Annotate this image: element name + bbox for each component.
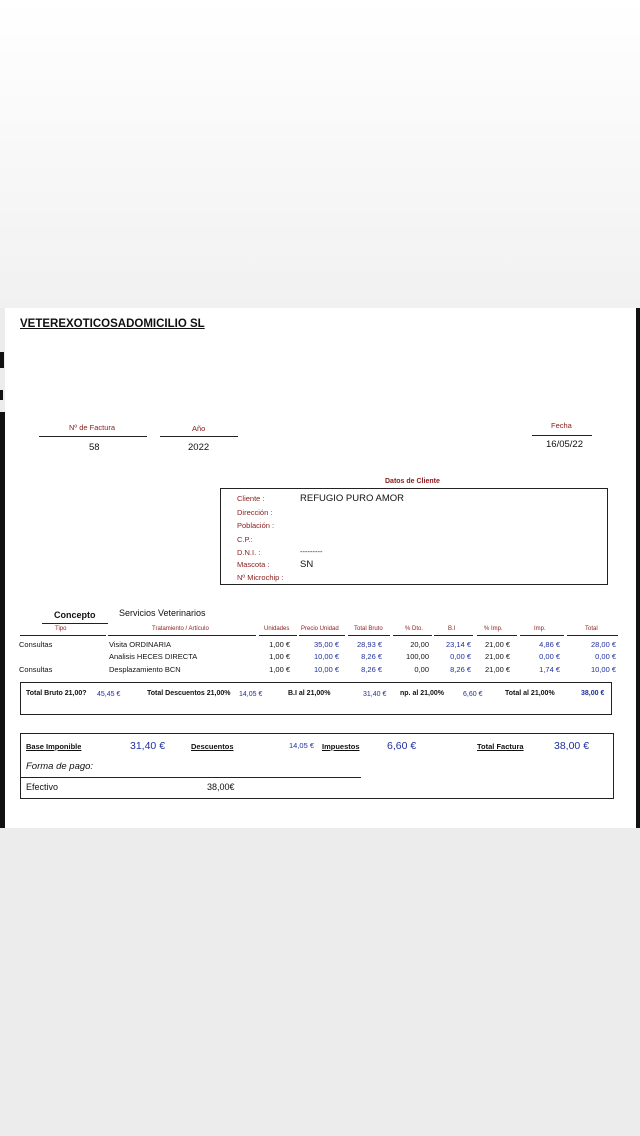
bi-total-value: 31,40 €	[363, 691, 387, 698]
cell-treatment: Analisis HECES DIRECTA	[109, 652, 198, 661]
cell-type: Consultas	[19, 640, 53, 649]
cell-gross-total: 8,26 €	[361, 665, 382, 674]
cell-gross-total: 8,26 €	[361, 652, 382, 661]
discount-label: Descuentos	[191, 742, 234, 751]
invoice-total-value: 38,00 €	[554, 740, 590, 752]
cell-discount: 100,00	[406, 652, 429, 661]
pet-value: SN	[300, 559, 314, 570]
header-underline	[348, 635, 390, 636]
grand-total-value: 38,00 €	[581, 690, 605, 697]
date-value: 16/05/22	[546, 439, 583, 450]
invoice-total-label: Total Factura	[477, 742, 524, 751]
postal-code-label: C.P.:	[237, 535, 253, 544]
discount-value: 14,05 €	[289, 741, 315, 750]
cell-discount: 0,00	[414, 665, 429, 674]
cell-total: 10,00 €	[590, 665, 616, 674]
divider	[21, 777, 361, 778]
concept-value: Servicios Veterinarios	[119, 608, 206, 618]
payment-method: Efectivo	[26, 782, 59, 792]
payment-amount: 38,00€	[207, 782, 235, 792]
tax-value: 6,60 €	[387, 740, 417, 752]
divider	[42, 623, 108, 624]
cell-total: 28,00 €	[590, 640, 616, 649]
cell-tax-pct: 21,00 €	[484, 652, 510, 661]
payment-label: Forma de pago:	[26, 761, 94, 772]
microchip-label: Nº Microchip :	[237, 573, 284, 582]
header-underline	[299, 635, 345, 636]
tax-total-label: np. al 21,00%	[400, 690, 444, 697]
cell-units: 1,00 €	[269, 665, 290, 674]
bi-total-label: B.I al 21,00%	[288, 690, 331, 697]
discount-total-label: Total Descuentos 21,00%	[147, 690, 231, 697]
base-value: 31,40 €	[130, 740, 166, 752]
client-name: REFUGIO PURO AMOR	[300, 493, 404, 504]
client-section-title: Datos de Cliente	[385, 478, 440, 485]
cell-type: Consultas	[19, 665, 53, 674]
header-underline	[477, 635, 517, 636]
cell-bi: 0,00 €	[450, 652, 471, 661]
client-box	[220, 488, 608, 585]
cell-units: 1,00 €	[269, 652, 290, 661]
divider	[532, 435, 592, 436]
col-header-tax-pct: % Imp.	[484, 626, 503, 632]
base-label: Base Imponible	[26, 742, 82, 751]
invoice-number-label: Nº de Factura	[69, 423, 116, 432]
invoice-number: 58	[89, 442, 100, 453]
invoice-document	[5, 308, 636, 828]
header-underline	[567, 635, 618, 636]
header-underline	[20, 635, 106, 636]
cell-tax-pct: 21,00 €	[484, 640, 510, 649]
cell-tax: 4,86 €	[539, 640, 560, 649]
header-underline	[259, 635, 297, 636]
screen-top-background	[0, 0, 640, 308]
cell-tax: 1,74 €	[539, 665, 560, 674]
header-underline	[393, 635, 432, 636]
cell-unit-price: 10,00 €	[313, 652, 339, 661]
cell-bi: 8,26 €	[450, 665, 471, 674]
col-header-tax: Imp.	[534, 626, 546, 632]
col-header-type: Tipo	[55, 626, 67, 632]
pet-label: Mascota :	[237, 560, 270, 569]
header-underline	[108, 635, 256, 636]
header-underline	[520, 635, 564, 636]
col-header-gross-total: Total Bruto	[354, 626, 383, 632]
date-label: Fecha	[551, 421, 572, 430]
grand-total-label: Total al 21,00%	[505, 690, 555, 697]
company-name: VETEREXOTICOSADOMICILIO SL	[20, 318, 205, 330]
address-label: Dirección :	[237, 508, 273, 517]
cell-tax: 0,00 €	[539, 652, 560, 661]
col-header-treatment: Tratamiento / Artículo	[152, 626, 209, 632]
cell-treatment: Desplazamiento BCN	[109, 665, 181, 674]
gross-total-label: Total Bruto 21,00?	[26, 690, 87, 697]
cell-bi: 23,14 €	[445, 640, 471, 649]
cell-treatment: Visita ORDINARIA	[109, 640, 171, 649]
col-header-units: Unidades	[264, 626, 290, 632]
cell-unit-price: 10,00 €	[313, 665, 339, 674]
cell-total: 0,00 €	[595, 652, 616, 661]
right-edge-bar	[636, 308, 640, 828]
cell-tax-pct: 21,00 €	[484, 665, 510, 674]
gross-total-value: 45,45 €	[97, 691, 121, 698]
cell-unit-price: 35,00 €	[313, 640, 339, 649]
tax-total-value: 6,60 €	[463, 691, 483, 698]
cell-discount: 20,00	[410, 640, 429, 649]
col-header-bi: B.I	[448, 626, 456, 632]
summary-box	[20, 733, 614, 799]
divider	[160, 436, 238, 437]
dni-value: ---------	[300, 547, 323, 556]
year-label: Año	[192, 424, 206, 433]
cell-units: 1,00 €	[269, 640, 290, 649]
dni-label: D.N.I. :	[237, 548, 261, 557]
left-edge-mark	[0, 390, 3, 400]
col-header-total: Total	[585, 626, 598, 632]
left-edge-mark	[0, 352, 4, 368]
header-underline	[434, 635, 473, 636]
col-header-discount: % Dto.	[405, 626, 424, 632]
screen-bottom-background	[0, 828, 640, 1136]
discount-total-value: 14,05 €	[239, 691, 263, 698]
cell-gross-total: 28,93 €	[356, 640, 382, 649]
year-value: 2022	[188, 442, 210, 453]
concept-label: Concepto	[54, 610, 96, 620]
client-label: Cliente :	[237, 494, 265, 503]
col-header-unit-price: Precio Unidad	[301, 626, 339, 632]
city-label: Población :	[237, 521, 275, 530]
divider	[39, 436, 147, 437]
tax-label: Impuestos	[322, 742, 360, 751]
totals-box	[20, 682, 612, 715]
